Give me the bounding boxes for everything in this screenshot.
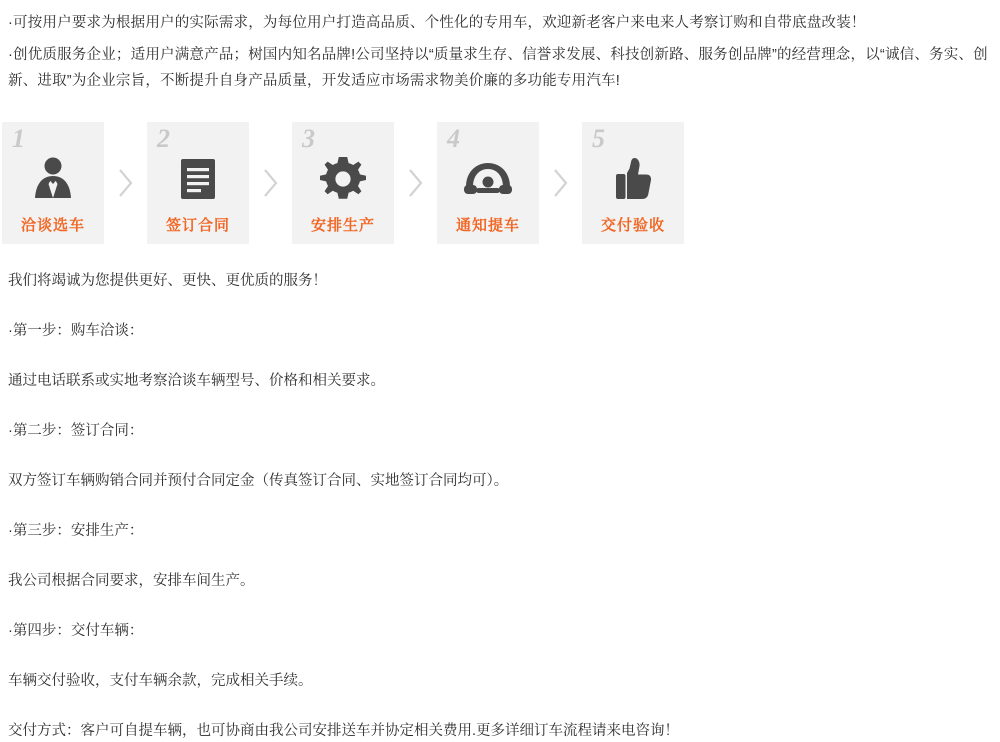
step-1-detail: 通过电话联系或实地考察洽谈车辆型号、价格和相关要求。 — [8, 373, 385, 389]
step-2-heading: ·第二步：签订合同： — [8, 423, 144, 439]
chevron-right-icon — [539, 122, 582, 244]
lead-text: 我们将竭诚为您提供更好、更快、更优质的服务！ — [8, 273, 327, 289]
step-card-3 — [292, 122, 394, 244]
process-description — [0, 270, 1000, 742]
step-label: 交付验收 — [600, 217, 665, 234]
step-3-detail: 我公司根据合同要求，安排车间生产。 — [8, 573, 255, 589]
process-steps — [0, 122, 1000, 244]
step-label: 洽谈选车 — [20, 217, 85, 234]
step-label: 安排生产 — [310, 217, 375, 234]
step-4-heading: ·第四步：交付车辆： — [8, 623, 144, 639]
chevron-right-icon — [394, 122, 437, 244]
person-icon — [2, 148, 104, 210]
intro-line-1: ·可按用户要求为根据用户的实际需求，为每位用户打造高品质、个性化的专用车，欢迎新老客户来电来人考察订购和自带底盘改装！ — [8, 15, 866, 31]
step-card-2 — [147, 122, 249, 244]
gear-icon — [292, 148, 394, 210]
step-label: 签订合同 — [165, 217, 230, 234]
telephone-icon — [437, 148, 539, 210]
step-card-5 — [582, 122, 684, 244]
chevron-right-icon — [104, 122, 147, 244]
delivery-note: 交付方式：客户可自提车辆，也可协商由我公司安排送车并协定相关费用.更多详细订车流程请来电咨询！ — [8, 723, 680, 739]
step-number: 3 — [302, 124, 315, 153]
step-number: 2 — [157, 124, 170, 153]
step-number: 5 — [592, 124, 605, 153]
step-4-detail: 车辆交付验收，支付车辆余款，完成相关手续。 — [8, 673, 313, 689]
thumbs-up-icon — [582, 148, 684, 210]
intro-section — [0, 0, 1000, 94]
step-1-heading: ·第一步：购车洽谈： — [8, 323, 144, 339]
step-label: 通知提车 — [455, 217, 520, 234]
step-number: 1 — [12, 124, 25, 153]
intro-line-2: ·创优质服务企业；适用户满意产品；树国内知名品牌!公司坚持以“质量求生存、信誉求发展、科技创新路、服务创品牌”的经营理念，以“诚信、务实、创新、进取”为企业宗旨，不断提升自身产品质量，开发适应市场需求物美价廉的多功能专用汽车! — [8, 47, 988, 89]
step-card-1 — [2, 122, 104, 244]
chevron-right-icon — [249, 122, 292, 244]
document-icon — [147, 148, 249, 210]
step-2-detail: 双方签订车辆购销合同并预付合同定金（传真签订合同、实地签订合同均可）。 — [8, 473, 509, 489]
step-number: 4 — [447, 124, 460, 153]
step-3-heading: ·第三步：安排生产： — [8, 523, 144, 539]
step-card-4 — [437, 122, 539, 244]
